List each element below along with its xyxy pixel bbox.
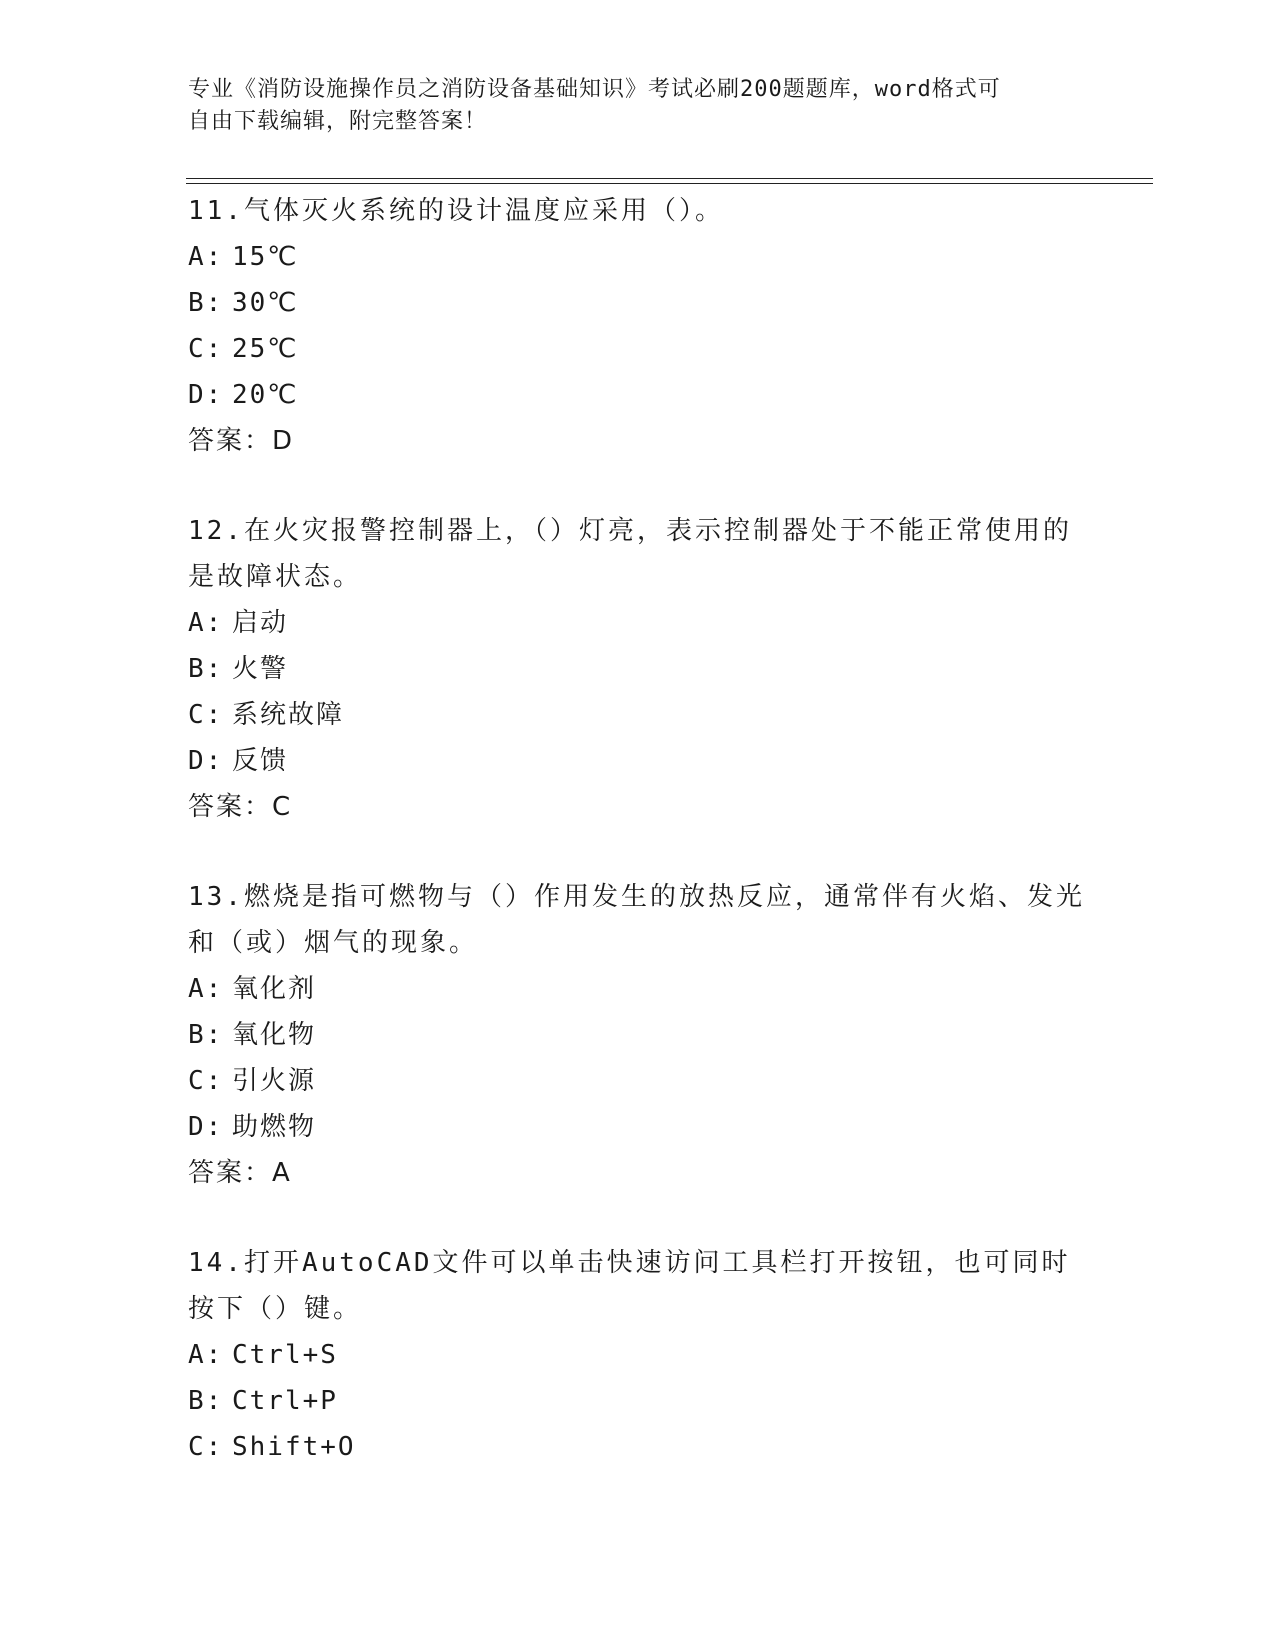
option-letter: A: [188,1340,224,1370]
option-letter: C: [188,334,224,364]
option-text: 助燃物 [232,1112,317,1142]
option-a [188,600,1088,646]
option-b [188,1378,1088,1424]
option-c [188,692,1088,738]
option-text: 15℃ [232,242,299,272]
option-text: 反馈 [232,746,289,776]
option-letter: B: [188,654,224,684]
option-d [188,738,1088,784]
option-d [188,372,1088,418]
question-stem: 11.气体灭火系统的设计温度应采用（）。 [188,196,724,226]
option-text: 20℃ [232,380,299,410]
option-letter: C: [188,1432,224,1462]
answer-line: 答案：A [188,1158,292,1188]
option-text: 氧化剂 [232,974,317,1004]
option-c [188,1058,1088,1104]
answer-line: 答案：D [188,426,295,456]
question-list [188,188,1088,1514]
question-stem: 12.在火灾报警控制器上，（）灯亮，表示控制器处于不能正常使用的是故障状态。 [188,516,1072,592]
option-letter: A: [188,974,224,1004]
option-text: 氧化物 [232,1020,317,1050]
header-line-2: 自由下载编辑，附完整答案！ [188,109,488,134]
question-13 [188,874,1088,1196]
question-stem: 14.打开AutoCAD文件可以单击快速访问工具栏打开按钮，也可同时按下（）键。 [188,1248,1071,1324]
option-d [188,1104,1088,1150]
option-text: 火警 [232,654,289,684]
option-text: 系统故障 [232,700,345,730]
option-text: Ctrl+P [232,1386,338,1416]
option-text: 25℃ [232,334,299,364]
option-letter: C: [188,1066,224,1096]
option-letter: A: [188,242,224,272]
option-a [188,966,1088,1012]
option-letter: D: [188,746,224,776]
option-letter: B: [188,288,224,318]
option-text: Shift+O [232,1432,356,1462]
option-letter: A: [188,608,224,638]
question-12 [188,508,1088,830]
option-b [188,646,1088,692]
option-text: 引火源 [232,1066,317,1096]
option-a [188,234,1088,280]
header-line-1: 专业《消防设施操作员之消防设备基础知识》考试必刷200题题库，word格式可 [188,77,1001,102]
question-11 [188,188,1088,464]
option-c [188,1424,1088,1470]
option-text: 启动 [232,608,289,638]
option-b [188,1012,1088,1058]
answer-line: 答案：C [188,792,293,822]
option-letter: C: [188,700,224,730]
option-letter: B: [188,1386,224,1416]
option-b [188,280,1088,326]
header-divider-bottom [186,183,1153,184]
option-text: 30℃ [232,288,299,318]
option-text: Ctrl+S [232,1340,338,1370]
document-header [188,74,1068,138]
question-14 [188,1240,1088,1470]
option-c [188,326,1088,372]
header-divider-top [186,178,1153,179]
option-letter: B: [188,1020,224,1050]
question-stem: 13.燃烧是指可燃物与（）作用发生的放热反应，通常伴有火焰、发光和（或）烟气的现象。 [188,882,1085,958]
option-a [188,1332,1088,1378]
option-letter: D: [188,380,224,410]
option-letter: D: [188,1112,224,1142]
